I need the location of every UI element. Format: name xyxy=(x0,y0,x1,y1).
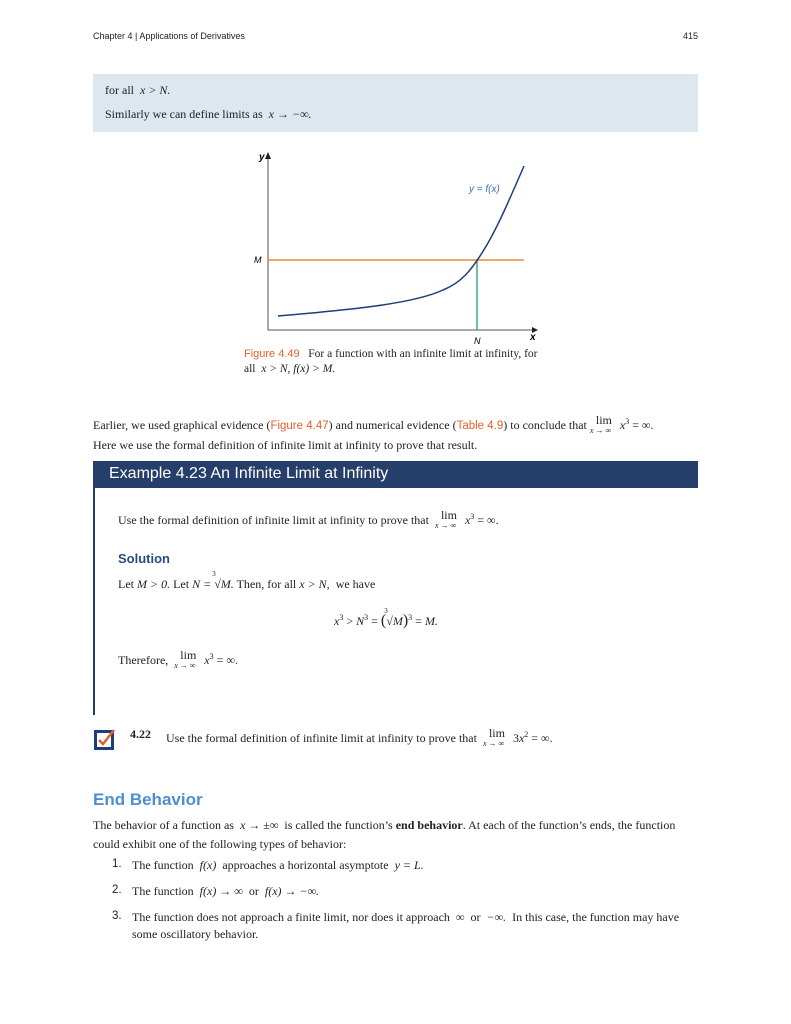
then-text: Then, for all xyxy=(236,577,297,591)
limit-expression xyxy=(434,508,465,530)
solution-equation: $x^3 > N^3$ = ( 3 √M)$^3$ = M. xyxy=(334,607,438,629)
intro-text-1: Earlier, we used graphical evidence ( xyxy=(93,418,271,432)
def-line2-math: x → −∞. xyxy=(268,107,312,121)
item-1-b: approaches a horizontal asymptote xyxy=(222,858,389,872)
limit-expression xyxy=(482,726,513,748)
n-definition: N = xyxy=(192,577,212,591)
lim-word: lim xyxy=(595,413,612,427)
let-word-1: Let xyxy=(118,577,134,591)
intro-line-2: Here we use the formal definition of infinite limit at infinity to prove that result. xyxy=(93,438,478,452)
statement-tail: = ∞. xyxy=(477,513,499,527)
example-statement-text: Use the formal definition of infinite limit at infinity to prove that xyxy=(118,513,429,527)
checkpoint-number: 4.22 xyxy=(130,727,151,741)
x-greater-n: x > N, xyxy=(299,577,330,591)
def-line1-text: for all xyxy=(105,83,134,97)
therefore-tail: = ∞. xyxy=(216,653,238,667)
item-1-m1: f(x) xyxy=(199,858,217,872)
item-2-m1: f(x) → ∞ xyxy=(199,884,243,898)
therefore-text: Therefore, xyxy=(118,653,169,667)
section-p1-c: . At each of the function’s ends, the function xyxy=(462,818,676,832)
section-para-line-2: could exhibit one of the following types of behavior: xyxy=(93,837,347,851)
list-item-1 xyxy=(132,858,424,873)
intro-text-3: ) to conclude that xyxy=(503,418,587,432)
checkpoint-text: Use the formal definition of infinite limit at infinity to prove that lim x → ∞ $3x^2$ = ∞. xyxy=(166,726,553,748)
m-positive: M > 0. xyxy=(137,577,171,591)
figure-caption-all: all xyxy=(244,363,256,375)
figure-caption-math: x > N, f(x) > M. xyxy=(261,363,336,375)
lim-word: lim xyxy=(440,508,457,522)
section-p1-b: is called the function’s xyxy=(284,818,393,832)
example-left-border xyxy=(93,488,95,715)
limit-expression xyxy=(174,648,204,670)
item-2-b: or xyxy=(248,884,259,898)
section-title: End Behavior xyxy=(93,790,203,809)
figure-caption-label: Figure 4.49 xyxy=(244,348,300,360)
lim-under: x → ∞ xyxy=(174,661,196,670)
n-label: N xyxy=(474,336,481,346)
y-axis-arrow xyxy=(265,152,271,159)
checkpoint-tail: = ∞. xyxy=(531,731,553,745)
example-header xyxy=(93,461,698,488)
item-2-a: The function xyxy=(132,884,194,898)
running-header: Chapter 4 | Applications of Derivatives xyxy=(93,31,245,41)
list-item-1-number: 1. xyxy=(112,858,122,870)
checkpoint-statement: Use the formal definition of infinite limit at infinity to prove that xyxy=(166,731,477,745)
intro-text-2: ) and numerical evidence ( xyxy=(328,418,457,432)
figure-4-49-graph xyxy=(248,146,548,346)
y-axis-label: y xyxy=(259,152,265,163)
limit-expression xyxy=(589,413,620,435)
lim-under: x → ∞ xyxy=(434,521,457,530)
let-word-2: Let xyxy=(173,577,190,591)
figure-caption-text: For a function with an infinite limit at infinity, for xyxy=(308,348,538,360)
table-4-9-link[interactable]: Table 4.9 xyxy=(456,420,504,432)
section-p1-a: The behavior of a function as xyxy=(93,818,234,832)
item-3-a: The function does not approach a finite limit, nor does it approach xyxy=(132,910,450,924)
figure-caption xyxy=(244,347,564,377)
intro-line-1: Earlier, we used graphical evidence (Figure 4.47) and numerical evidence (Table 4.9) to conclude that lim x → ∞ $x^3$ = ∞. xyxy=(93,413,654,435)
item-3-m1: ∞ xyxy=(455,910,465,924)
end-behavior-term: end behavior xyxy=(395,818,463,832)
list-item-3-cont: some oscillatory behavior. xyxy=(132,927,259,941)
list-item-3-number: 3. xyxy=(112,910,122,922)
item-1-a: The function xyxy=(132,858,194,872)
solution-line-1 xyxy=(118,570,376,592)
item-1-m2: y = L. xyxy=(394,858,424,872)
we-have-text: we have xyxy=(335,577,376,591)
list-item-2-number: 2. xyxy=(112,884,122,896)
def-line1-math: x > N. xyxy=(140,83,171,97)
intro-math-tail: = ∞. xyxy=(632,418,654,432)
lim-word: lim xyxy=(488,726,505,740)
item-3-b: or xyxy=(470,910,481,924)
definition-box xyxy=(93,74,698,132)
lim-under: x → ∞ xyxy=(482,739,505,748)
def-line2-text: Similarly we can define limits as xyxy=(105,107,263,121)
section-para-line-1 xyxy=(93,818,675,833)
therefore-line: Therefore, lim x → ∞ $x^3$ = ∞. xyxy=(118,648,238,670)
x-axis-label: x xyxy=(530,332,536,343)
example-title: Example 4.23 An Infinite Limit at Infinity xyxy=(109,465,389,482)
solution-heading: Solution xyxy=(118,551,170,566)
section-p1-math: x → ±∞ xyxy=(239,818,279,832)
page-number: 415 xyxy=(682,31,698,41)
cube-root-m: 3 √M. xyxy=(212,570,234,591)
curve-label: y = f(x) xyxy=(469,184,500,195)
item-2-m2: f(x) → −∞. xyxy=(264,884,320,898)
m-label: M xyxy=(254,255,262,265)
list-item-3 xyxy=(132,910,679,925)
item-3-m2: −∞. xyxy=(486,910,507,924)
checkpoint-icon xyxy=(93,727,117,751)
lim-under: x → ∞ xyxy=(589,426,612,435)
item-3-c: In this case, the function may have xyxy=(512,910,680,924)
list-item-2 xyxy=(132,884,319,899)
example-statement: Use the formal definition of infinite limit at infinity to prove that lim x → ∞ $x^3$ = ∞. xyxy=(118,508,499,530)
figure-4-47-link[interactable]: Figure 4.47 xyxy=(270,420,329,432)
lim-word: lim xyxy=(180,648,197,662)
